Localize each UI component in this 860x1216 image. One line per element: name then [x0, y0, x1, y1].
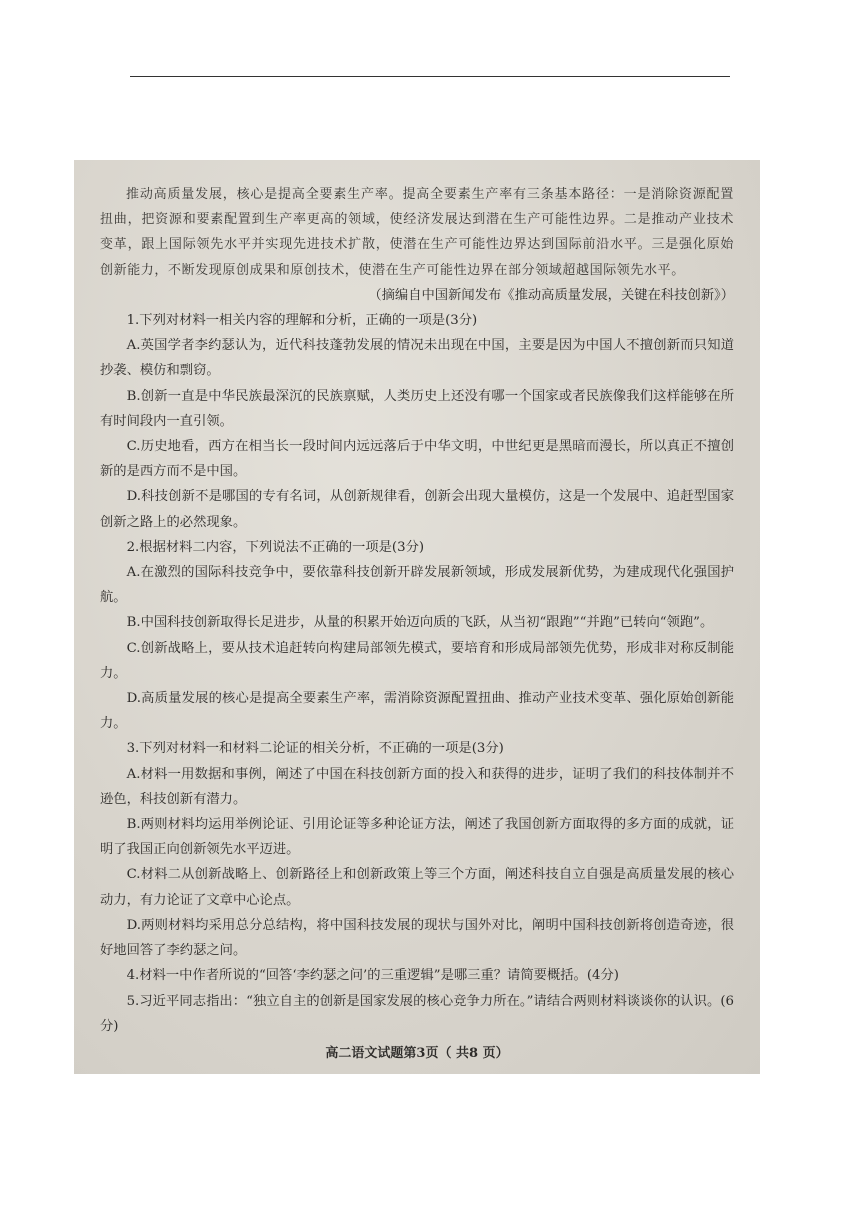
- option-a: A.材料一用数据和事例，阐述了中国在科技创新方面的投入和获得的进步，证明了我们的科技体制并不逊色，科技创新有潜力。: [100, 766, 734, 807]
- header-rule: [130, 76, 730, 77]
- question-2: [100, 535, 734, 737]
- question-4: 4.材料一中作者所说的“回答‘李约瑟之问’的三重逻辑”是哪三重？请简要概括。(4分): [126, 968, 619, 984]
- page-footer: 高二语文试题第3页（ 共8 页）: [325, 1045, 509, 1061]
- option-d: D.高质量发展的核心是提高全要素生产率，需消除资源配置扭曲、推动产业技术变革、强化原始创新能力。: [100, 691, 734, 732]
- question-stem: 1.下列对材料一相关内容的理解和分析，正确的一项是(3分): [126, 313, 478, 329]
- option-a: A.在激烈的国际科技竞争中，要依靠科技创新开辟发展新领域，形成发展新优势，为建成现代化强国护航。: [100, 565, 734, 606]
- option-b: B.两则材料均运用举例论证、引用论证等多种论证方法，阐述了我国创新方面取得的多方面的成就，证明了我国正向创新领先水平迈进。: [100, 817, 734, 858]
- source-citation: （摘编自中国新闻发布《推动高质量发展，关键在科技创新》）: [368, 287, 734, 303]
- question-3: [100, 736, 734, 963]
- photographed-page: [74, 160, 760, 1074]
- option-b: B.中国科技创新取得长足进步，从量的积累开始迈向质的飞跃，从当初“跟跑”“并跑”已转向“领跑”。: [126, 615, 714, 631]
- question-1: [100, 308, 734, 535]
- option-d: D.科技创新不是哪国的专有名词，从创新规律看，创新会出现大量模仿，这是一个发展中、追赶型国家创新之路上的必然现象。: [100, 489, 734, 530]
- question-5: 5.习近平同志指出：“独立自主的创新是国家发展的核心竞争力所在。”请结合两则材料谈谈你的认识。(6分): [100, 993, 734, 1034]
- question-stem: 3.下列对材料一和材料二论证的相关分析，不正确的一项是(3分): [126, 741, 504, 757]
- option-c: C.历史地看，西方在相当长一段时间内远远落后于中华文明，中世纪更是黑暗而漫长，所以真正不擅创新的是西方而不是中国。: [100, 439, 734, 480]
- option-b: B.创新一直是中华民族最深沉的民族禀赋，人类历史上还没有哪一个国家或者民族像我们这样能够在所有时间段内一直引领。: [100, 388, 734, 429]
- intro-paragraph: 推动高质量发展，核心是提高全要素生产率。提高全要素生产率有三条基本路径：一是消除资源配置扭曲，把资源和要素配置到生产率更高的领域，使经济发展达到潜在生产可能性边界。二是推动产业技术变革，跟上国际领先水平并实现先进技术扩散，使潜在生产可能性边界达到国际前沿水平。三是强化原始创新能力，不断发现原创成果和原创技术，使潜在生产可能性边界在部分领域超越国际领先水平。: [100, 187, 734, 278]
- option-d: D.两则材料均采用总分总结构，将中国科技发展的现状与国外对比，阐明中国科技创新将创造奇迹，很好地回答了李约瑟之问。: [100, 917, 734, 959]
- option-a: A.英国学者李约瑟认为，近代科技蓬勃发展的情况未出现在中国，主要是因为中国人不擅创新而只知道抄袭、模仿和剽窃。: [100, 338, 734, 379]
- question-stem: 2.根据材料二内容，下列说法不正确的一项是(3分): [126, 539, 425, 555]
- option-c: C.材料二从创新战略上、创新路径上和创新政策上等三个方面，阐述科技自立自强是高质量发展的核心动力，有力论证了文章中心论点。: [100, 867, 734, 908]
- option-c: C.创新战略上，要从技术追赶转向构建局部领先模式，要培育和形成局部领先优势，形成非对称反制能力。: [100, 640, 734, 681]
